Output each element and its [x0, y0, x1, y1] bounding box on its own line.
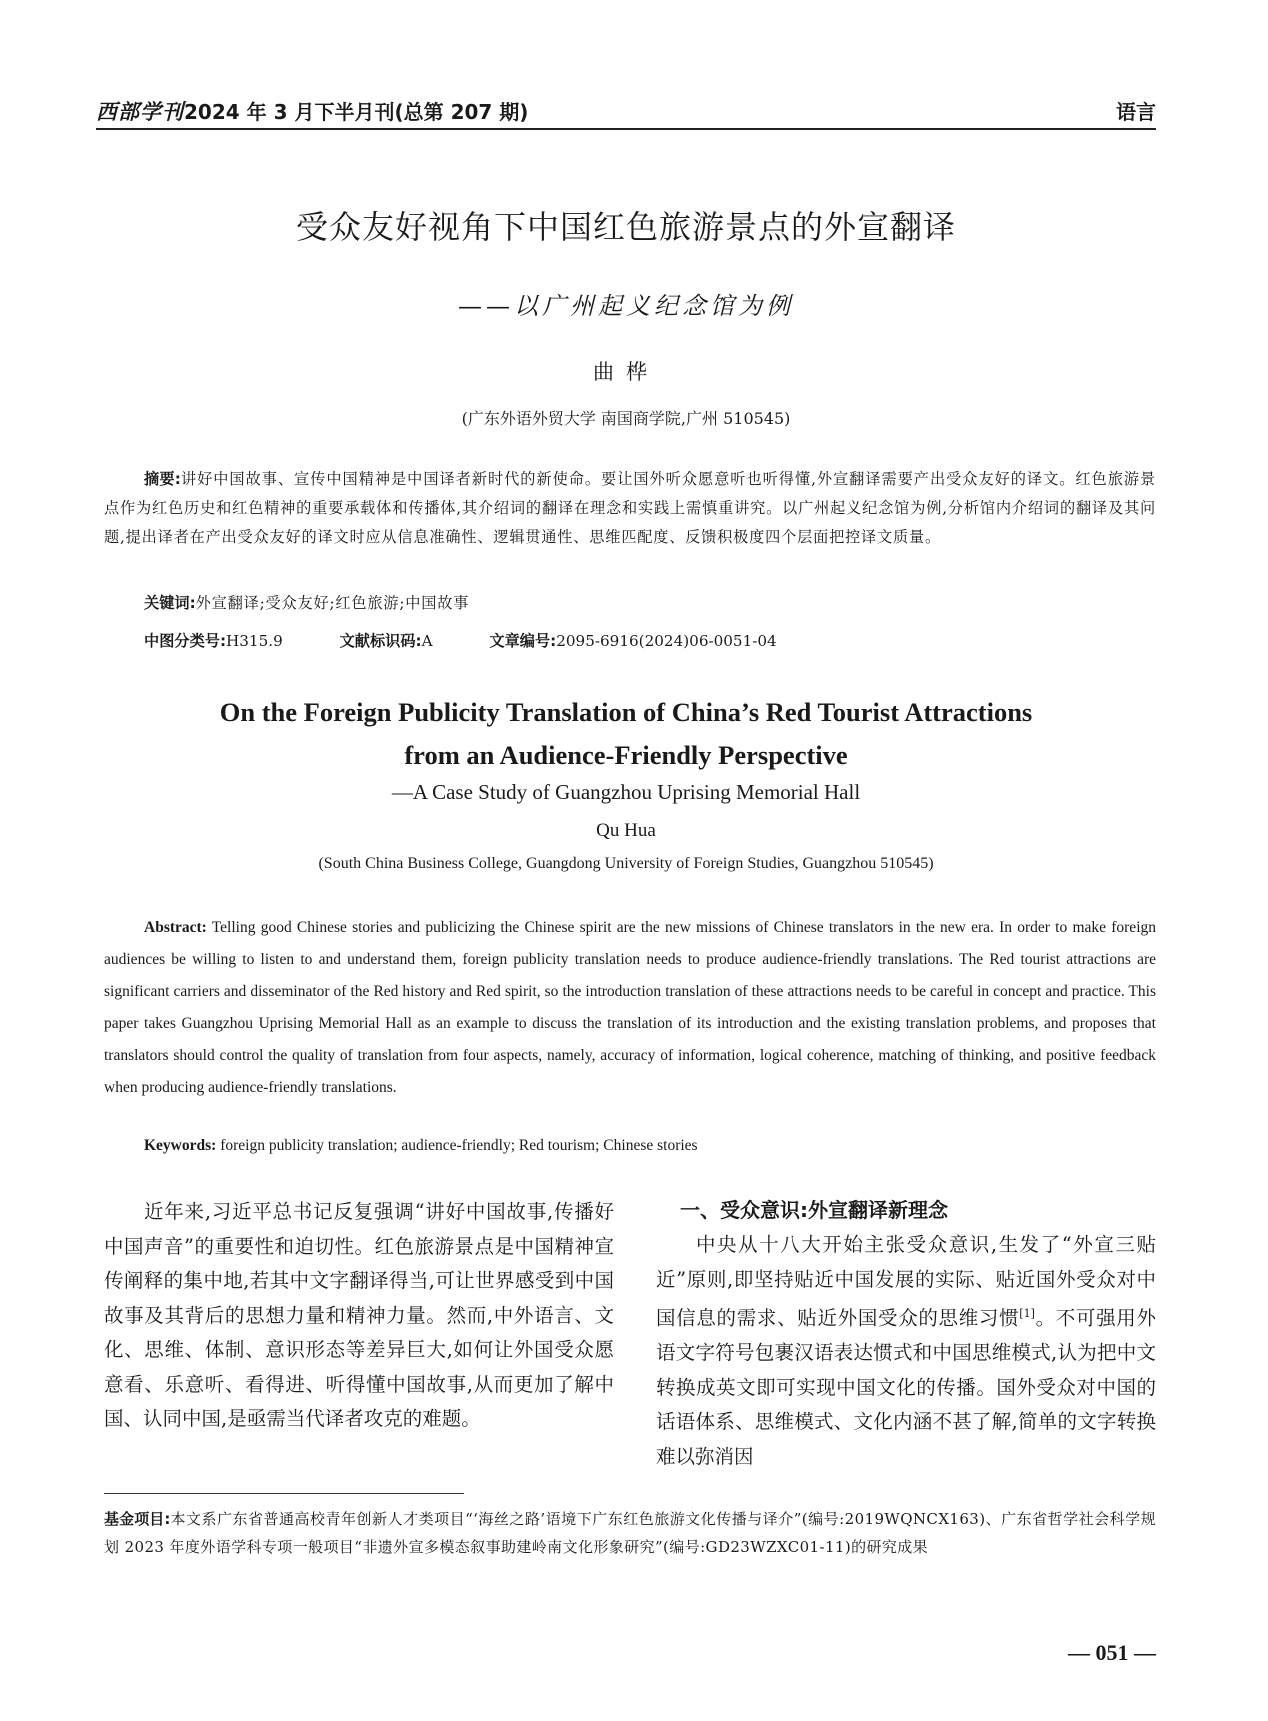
- doc-code-label: 文献标识码:: [339, 632, 422, 650]
- page-number: — 051 —: [1068, 1640, 1156, 1665]
- chinese-keywords-label: 关键词:: [144, 594, 196, 612]
- chinese-affiliation: (广东外语外贸大学 南国商学院,广州 510545): [461, 409, 791, 428]
- english-author: Qu Hua: [596, 820, 656, 841]
- english-keywords-text: foreign publicity translation; audience-friendly; Red tourism; Chinese stories: [220, 1137, 698, 1154]
- section-paragraph-part-a: 中央从十八大开始主张受众意识,生发了“外宣三贴近”原则,即坚持贴近中国发展的实际、贴近国外受众对中国信息的需求、贴近外国受众的思维习惯: [656, 1233, 1156, 1330]
- funding-label: 基金项目:: [104, 1510, 171, 1528]
- english-keywords: [144, 1137, 698, 1155]
- chinese-abstract-text: 讲好中国故事、宣传中国精神是中国译者新时代的新使命。要让国外听众愿意听也听得懂,外宣翻译需要产出受众友好的译文。红色旅游景点作为红色历史和红色精神的重要承载体和传播体,其介绍词的翻译在理念和实践上需慎重讲究。以广州起义纪念馆为例,分析馆内介绍词的翻译及其问题,提出译者在产出受众友好的译文时应从信息准确性、逻辑贯通性、思维匹配度、反馈积极度四个层面把控译文质量。: [104, 470, 1156, 546]
- article-no-label: 文章编号:: [489, 632, 557, 650]
- chinese-subtitle: ——以广州起义纪念馆为例: [458, 292, 794, 320]
- english-abstract-label: Abstract:: [144, 919, 207, 936]
- english-title-line1: On the Foreign Publicity Translation of China’s Red Tourist Attractions: [219, 697, 1033, 727]
- article-no-value: 2095-6916(2024)06-0051-04: [556, 632, 777, 650]
- classification-line: [144, 630, 829, 651]
- journal-logo: 西部学刊: [96, 99, 184, 124]
- doc-code-value: A: [421, 632, 433, 650]
- english-abstract: [104, 912, 1156, 1104]
- running-header: [96, 90, 1156, 130]
- body-left-column: [104, 1195, 614, 1437]
- funding-footnote: [104, 1505, 1156, 1561]
- header-rule: [96, 128, 1156, 130]
- chinese-abstract: [104, 465, 1156, 552]
- journal-issue: [96, 96, 528, 126]
- chinese-keywords: [144, 592, 469, 613]
- section-heading: 一、受众意识:外宣翻译新理念: [680, 1198, 948, 1222]
- chinese-abstract-label: 摘要:: [144, 470, 181, 488]
- citation-mark: [1]: [1019, 1307, 1035, 1320]
- clc-value: H315.9: [226, 632, 283, 650]
- section-paragraph-part-b: 。不可强用外语文字符号包裹汉语表达惯式和中国思维模式,认为把中文转换成英文即可实现中国文化的传播。国外受众对中国的话语体系、思维模式、文化内涵不甚了解,简单的文字转换难以弥消因: [656, 1306, 1156, 1468]
- english-abstract-text: Telling good Chinese stories and publicizing the Chinese spirit are the new missions of Chinese translators in the new era. In order to make foreign audiences be willing to listen to and understand them, foreign publicity translation needs to produce audience-friendly translations. The Red tourist attractions are significant carriers and disseminator of the Red history and Red spirit, so the introduction translation of these attractions needs to be careful in concept and practice. This paper takes Guangzhou Uprising Memorial Hall as an example to discuss the translation of its introduction and the existing translation problems, and proposes that translators should control the quality of translation from four aspects, namely, accuracy of information, logical coherence, matching of thinking, and positive feedback when producing audience-friendly translations.: [104, 919, 1156, 1096]
- english-keywords-label: Keywords:: [144, 1137, 217, 1154]
- chinese-keywords-text: 外宣翻译;受众友好;红色旅游;中国故事: [195, 594, 470, 612]
- funding-text: 本文系广东省普通高校青年创新人才类项目“‘海丝之路’语境下广东红色旅游文化传播与译介”(编号:2019WQNCX163)、广东省哲学社会科学规划 2023 年度外语学科专项一般项目“非遗外宣多模态叙事助建岭南文化形象研究”(编号:GD23WZXC01-11)的研究成果: [104, 1510, 1157, 1556]
- chinese-title: 受众友好视角下中国红色旅游景点的外宣翻译: [295, 208, 956, 246]
- issue-info: 2024 年 3 月下半月刊(总第 207 期): [184, 100, 529, 124]
- english-title-line2: from an Audience-Friendly Perspective: [404, 740, 848, 770]
- english-title: [96, 691, 1156, 777]
- footnote-rule: [104, 1493, 464, 1494]
- english-subtitle: —A Case Study of Guangzhou Uprising Memorial Hall: [391, 780, 861, 804]
- section-paragraph: [656, 1228, 1156, 1474]
- clc-label: 中图分类号:: [144, 632, 227, 650]
- chinese-author: 曲桦: [593, 360, 659, 384]
- english-affiliation: (South China Business College, Guangdong University of Foreign Studies, Guangzhou 510545): [318, 855, 934, 872]
- section-name: 语言: [1116, 100, 1156, 124]
- intro-paragraph: 近年来,习近平总书记反复强调“讲好中国故事,传播好中国声音”的重要性和迫切性。红色旅游景点是中国精神宣传阐释的集中地,若其中文字翻译得当,可让世界感受到中国故事及其背后的思想力量和精神力量。然而,中外语言、文化、思维、体制、意识形态等差异巨大,如何让外国受众愿意看、乐意听、看得进、听得懂中国故事,从而更加了解中国、认同中国,是亟需当代译者攻克的难题。: [104, 1200, 614, 1430]
- body-right-column: [656, 1192, 1156, 1474]
